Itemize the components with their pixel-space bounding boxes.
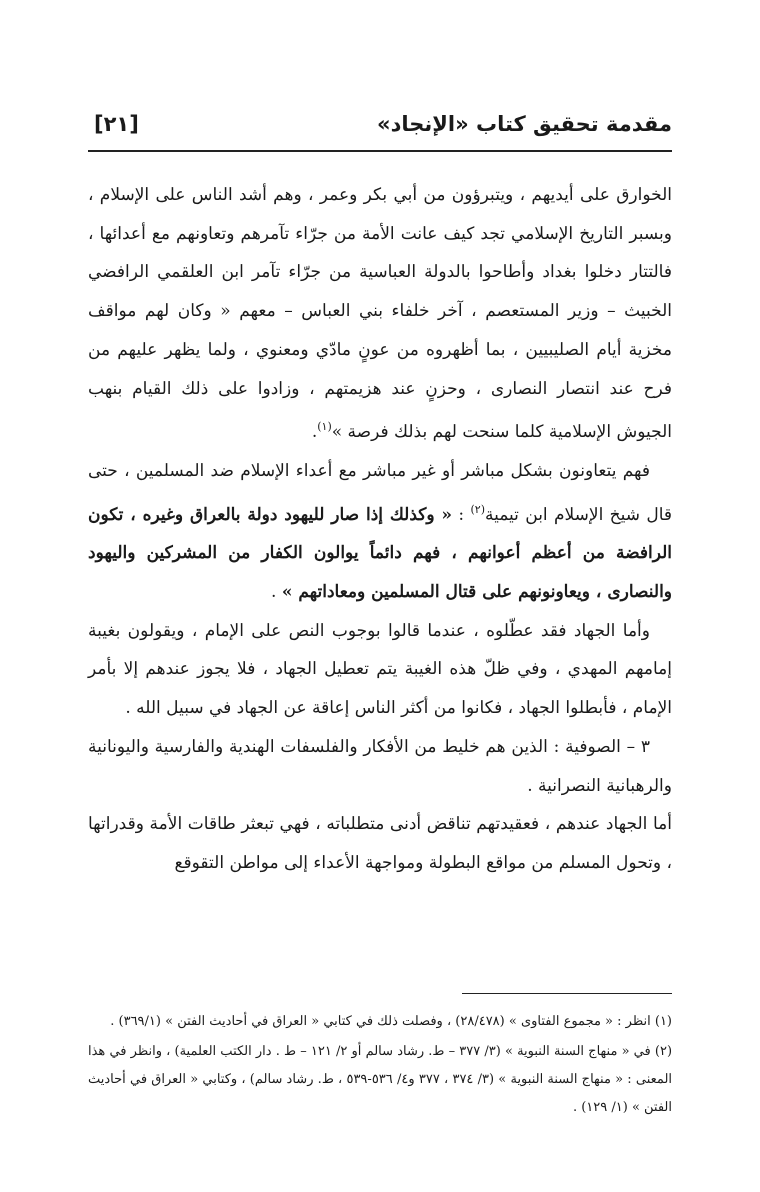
running-header	[88, 112, 672, 148]
footnote-ref-2: (٢)	[470, 502, 485, 516]
footnote-ref-1: (١)	[317, 420, 332, 434]
paragraph-2-end: .	[271, 582, 282, 603]
footnote-2: (٢) في « منهاج السنة النبوية » (٣/ ٣٧٧ – ط. رشاد سالم أو ٢/ ١٢١ – ط . دار الكتب العلمية) ، وانظر في هذا المعنى : « منهاج السنة النبوية » (٣/ ٣٧٤ ، ٣٧٧ و٤/ ٥٣٦-٥٣٩ ، ط. رشاد سالم) ، وكتابي « العراق في أحاديث الفتن » (١/ ١٢٩) .	[88, 1044, 673, 1115]
footnote-1: (١) انظر : « مجموع الفتاوى » (٢٨/٤٧٨) ، وفصلت ذلك في كتابي « العراق في أحاديث الفتن » (٣٦٩/١) .	[110, 1014, 672, 1029]
ibn-taymiyya-quote: « وكذلك إذا صار لليهود دولة بالعراق وغيره ، تكون الرافضة من أعظم أعوانهم ، فهم دائماً يوالون الكفار من المشركين واليهود والنصارى ، ويعاونونهم على قتال المسلمين ومعاداتهم »	[88, 504, 672, 603]
paragraph-5: أما الجهاد عندهم ، فعقيدتهم تناقض أدنى متطلباته ، فهي تبعثر طاقات الأمة وقدراتها ، وتحول المسلم من مواقع البطولة ومواجهة الأعداء إلى مواطن التقوقع	[88, 814, 672, 873]
page-number: [٢١]	[94, 112, 139, 136]
header-divider	[88, 150, 672, 152]
footnote-divider	[462, 993, 672, 994]
main-text	[88, 176, 672, 883]
paragraph-2	[88, 452, 672, 612]
paragraph-4: ٣ – الصوفية : الذين هم خليط من الأفكار والفلسفات الهندية والفارسية واليونانية والرهبانية النصرانية .	[88, 736, 672, 796]
paragraph-1	[88, 176, 672, 452]
paragraph-3: وأما الجهاد فقد عطّلوه ، عندما قالوا بوجوب النص على الإمام ، ويقولون بغيبة إمامهم المهدي ، وفي ظلّ هذه الغيبة يتم تعطيل الجهاد ، فلا يجوز عندهم إلا بأمر الإمام ، فأبطلوا الجهاد ، فكانوا من أكثر الناس إعاقة عن الجهاد في سبيل الله .	[88, 620, 672, 719]
paragraph-2-text: فهم يتعاونون بشكل مباشر أو غير مباشر مع أعداء الإسلام ضد المسلمين ، حتى قال شيخ الإسلام ابن تيمية	[88, 460, 673, 525]
footnotes	[88, 1008, 672, 1124]
paragraph-1-text: الخوارق على أيديهم ، ويتبرؤون من أبي بكر وعمر ، وهم أشد الناس على الإسلام ، وبسبر التاريخ الإسلامي تجد كيف عانت الأمة من جرّاء تآمرهم وتعاونهم مع أعدائها ، فالتتار دخلوا بغداد وأطاحوا بالدولة العباسية من جرّاء تآمر ابن العلقمي الرافضي الخبيث – وزير المستعصم ، آخر خلفاء بني العباس – معهم « وكان لهم مواقف مخزية أيام الصليبيين ، بما أظهروه من عونٍ مادّي ومعنوي ، ولما يظهر عليهم من فرح عند انتصار النصارى ، وحزنٍ عند هزيمتهم ، وزادوا على ذلك القيام بنهب الجيوش الإسلامية كلما سنحت لهم بذلك فرصة »	[88, 185, 672, 443]
paragraph-2-colon: :	[452, 504, 471, 525]
paragraph-1-end: .	[311, 422, 318, 443]
header-title: مقدمة تحقيق كتاب «الإنجاد»	[377, 112, 672, 136]
